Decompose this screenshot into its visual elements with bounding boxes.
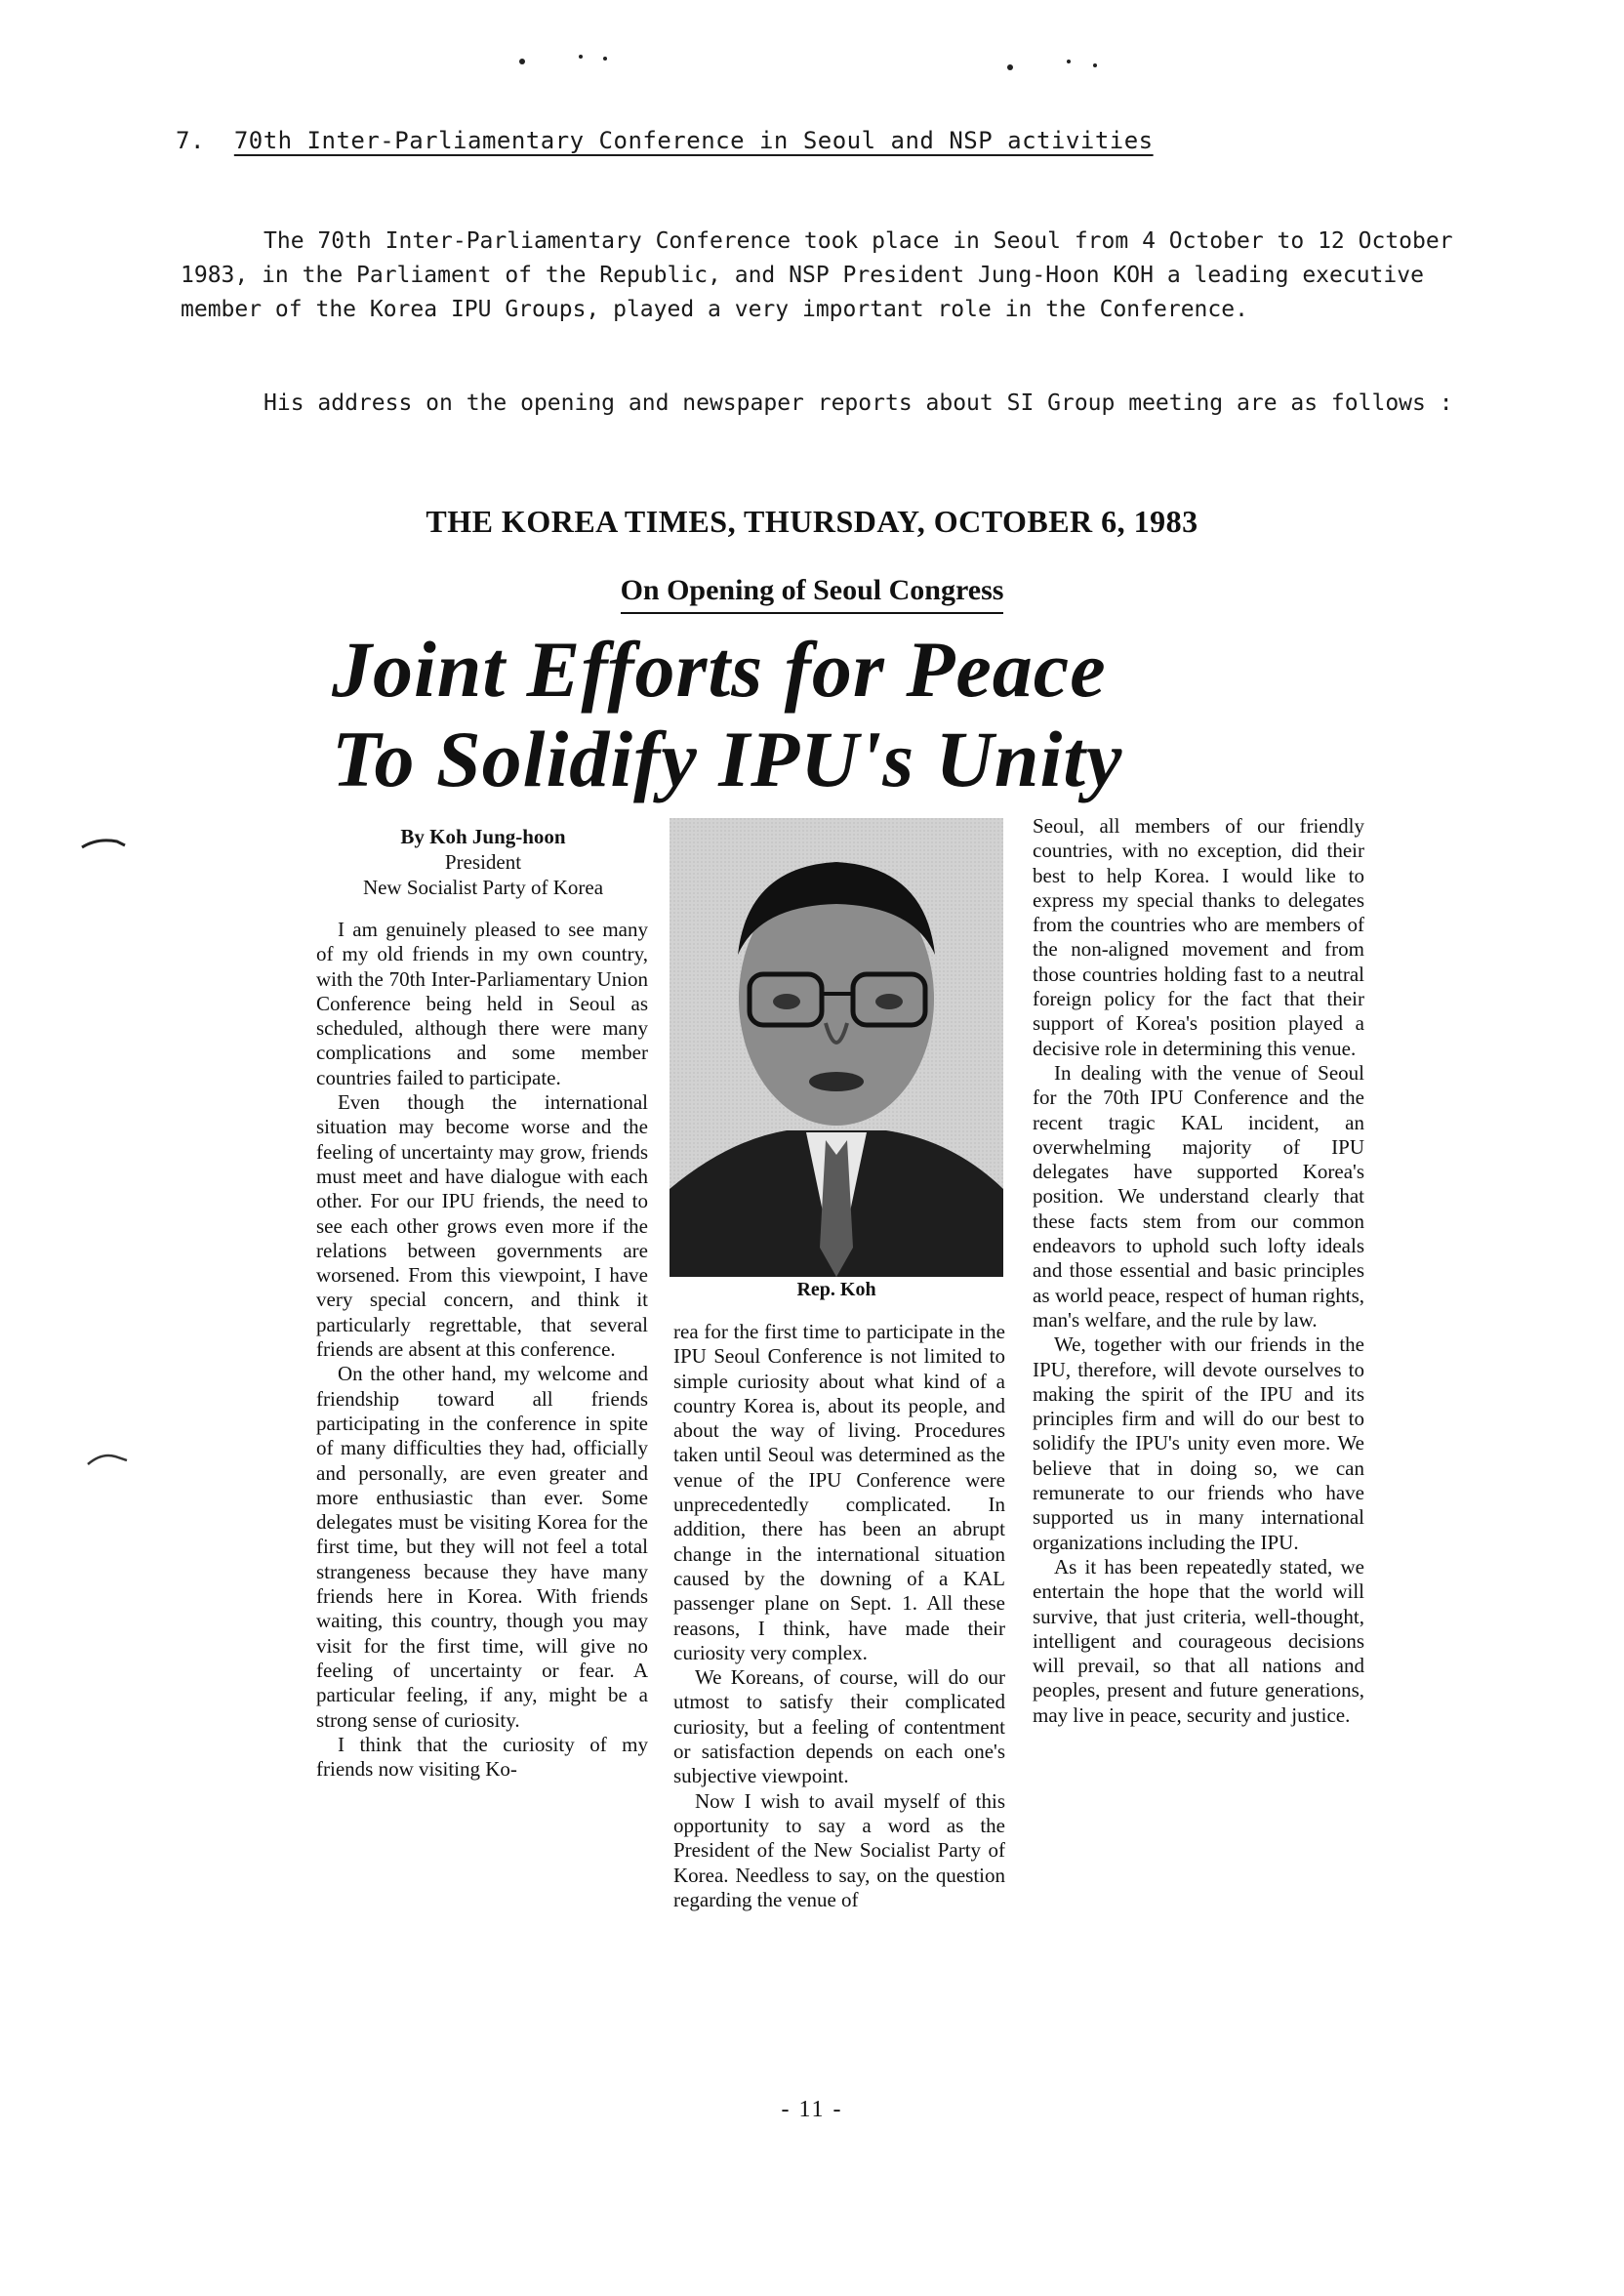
- article-headline: [332, 625, 1405, 804]
- article-kicker-text: On Opening of Seoul Congress: [621, 574, 1004, 614]
- column-2-paragraph: Now I wish to avail myself of this opportunity to say a word as the President of the New Socialist Party of Korea. Needless to say, on the question regarding the venue of: [673, 1788, 1005, 1911]
- column-3-paragraph: We, together with our friends in the IPU, therefore, will devote ourselves to making the spirit of the IPU and its principles firm and will do our best to solidify the IPU's unity even more. We believe that in doing so, we can remunerate to our friends who have supported us in many international organizations including the IPU.: [1033, 1332, 1364, 1554]
- page-number: - 11 -: [781, 2097, 843, 2122]
- portrait-illustration: [670, 818, 1003, 1277]
- column-1-paragraph: I think that the curiosity of my friends now visiting Ko-: [316, 1732, 648, 1782]
- intro-paragraph-2: His address on the opening and newspaper reports about SI Group meeting are as follows :: [264, 390, 1453, 416]
- byline-name: By Koh Jung-hoon: [400, 825, 566, 848]
- column-3-paragraph: In dealing with the venue of Seoul for the 70th IPU Conference and the recent tragic KAL incident, an overwhelming majority of IPU delegates have supported Korea's position. We understand clearly that these facts stem from our common endeavors to uphold such lofty ideals and those essential and basic principles as world peace, respect of human rights, man's welfare, and the rule by law.: [1033, 1060, 1364, 1332]
- column-2-paragraph: rea for the first time to participate in the IPU Seoul Conference is not limited to simple curiosity about what kind of a country Korea is, about its people, and about the way of living. Procedures taken until Seoul was determined as the venue of the IPU Conference were unprecedentedly complicated. In addition, there has been an abrupt change in the international situation caused by the downing of a KAL passenger plane on Sept. 1. All these reasons, I think, have made their curiosity very complex.: [673, 1320, 1005, 1664]
- scan-mark-left-2: [84, 1445, 142, 1474]
- headline-line-2: To Solidify IPU's Unity: [332, 715, 1123, 803]
- section-heading: [176, 127, 1154, 154]
- column-3-paragraph: As it has been repeatedly stated, we entertain the hope that the world will survive, that just criteria, well-thought, intelligent and courageous decisions will prevail, so that all nations and peoples, present and future generations, may live in peace, security and justice.: [1033, 1554, 1364, 1727]
- column-1-paragraph: Even though the international situation may become worse and the feeling of uncertainty may grow, friends must meet and have dialogue with each other. For our IPU friends, the need to see each other grows even more if the relations between governments are worsened. From this viewpoint, I have very special concern, and think it particularly regrettable, that several friends are absent at this conference.: [316, 1090, 648, 1362]
- column-3-paragraph: Seoul, all members of our friendly countries, with no exception, did their best to help Korea. I would like to express my special thanks to delegates from the countries who are members of the non-aligned movement and from those countries holding fast to a neutral foreign policy for the fact that their support of Korea's position played a decisive role in determining this venue.: [1033, 814, 1364, 1060]
- article-kicker: [0, 574, 1624, 607]
- byline-title: President: [444, 850, 522, 874]
- scan-mark-left-1: [78, 830, 137, 859]
- article-column-3: [1033, 814, 1364, 1728]
- column-2-paragraph: We Koreans, of course, will do our utmost to satisfy their complicated curiosity, but a feeling of contentment or satisfaction depends on each one's subjective viewpoint.: [673, 1665, 1005, 1788]
- byline-org: New Socialist Party of Korea: [362, 876, 604, 899]
- scan-specks-top: [508, 49, 1113, 78]
- column-1-paragraph: I am genuinely pleased to see many of my old friends in my own country, with the 70th Inter-Parliamentary Union Conference being held in Seoul as scheduled, although there were many complications and some member countries failed to participate.: [316, 918, 648, 1089]
- headline-line-1: Joint Efforts for Peace: [332, 625, 1107, 714]
- portrait-photo: [670, 818, 1003, 1277]
- section-number: 7.: [176, 127, 205, 154]
- intro-paragraph: The 70th Inter-Parliamentary Conference took place in Seoul from 4 October to 12 October 1983, in the Parliament of the Republic, and NSP President Jung-Hoon KOH a leading executive member of the Korea IPU Groups, played a very important role in the Conference.: [181, 228, 1453, 322]
- article-column-1: [316, 918, 648, 1782]
- section-title: 70th Inter-Parliamentary Conference in Seoul and NSP activities: [233, 127, 1154, 154]
- column-1-paragraph: On the other hand, my welcome and friendship toward all friends participating in the conference in spite of many difficulties they had, officially and personally, are even greater and more enthusiastic than ever. Some delegates must be visiting Korea for the first time, but they will not feel a total strangeness because they have many friends here in Korea. With friends waiting, this country, though you may visit for the first time, will give no feeling of uncertainty or fear. A particular feeling, if any, might be a strong sense of curiosity.: [316, 1362, 648, 1732]
- byline: [312, 824, 654, 900]
- newspaper-masthead: THE KOREA TIMES, THURSDAY, OCTOBER 6, 1983: [426, 504, 1198, 539]
- photo-caption: Rep. Koh: [796, 1279, 876, 1300]
- article-column-2: [673, 1320, 1005, 1912]
